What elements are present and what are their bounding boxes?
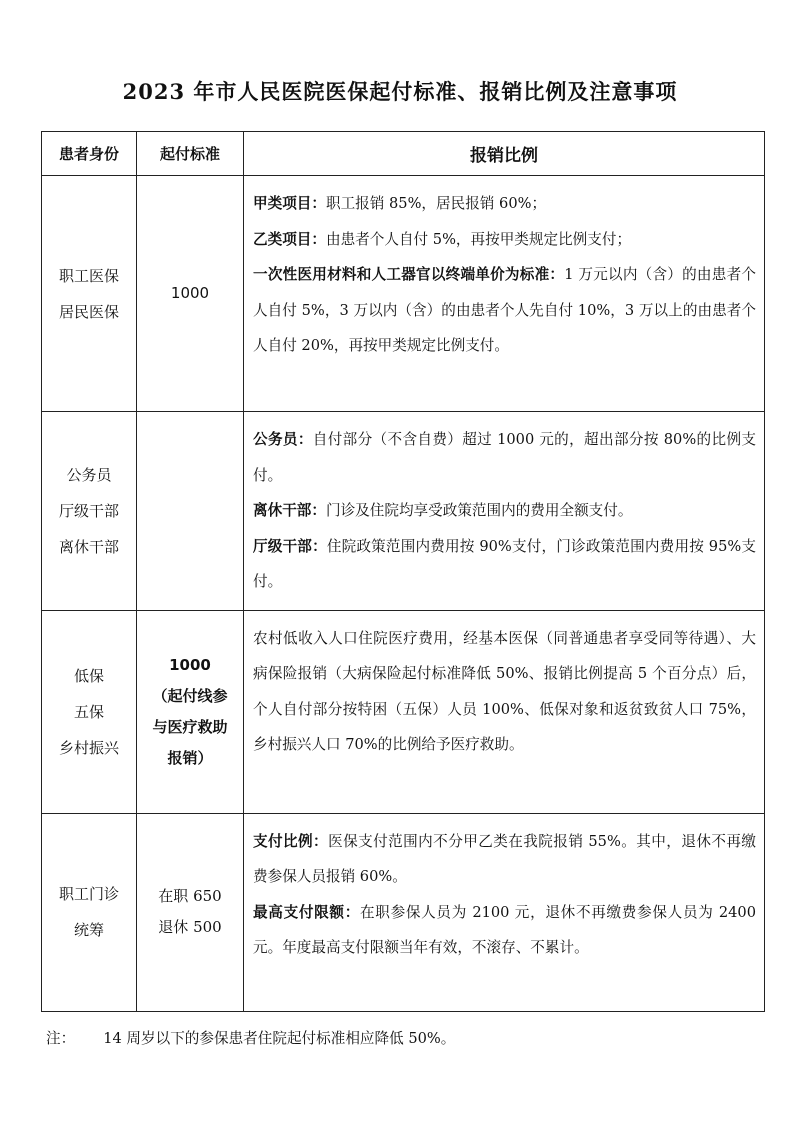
ratio-paragraph xyxy=(253,493,756,529)
ratio-paragraph xyxy=(253,222,756,258)
ratio-text: 门诊及住院均享受政策范围内的费用全额支付。 xyxy=(325,502,633,519)
threshold-line: 1000 xyxy=(169,655,211,674)
ratio-text: 1 万元以内（含）的由患者个人自付 5%，3 万以内（含）的由患者个人先自付 10%，3 万以上的由患者个人自付 20%，再按甲类规定比例支付。 xyxy=(253,266,756,354)
threshold-line: 在职 650 xyxy=(158,887,222,905)
threshold-line: 报销） xyxy=(167,748,213,767)
ratio-cell xyxy=(244,610,765,813)
identity-cell xyxy=(42,610,137,813)
ratio-paragraph xyxy=(253,186,756,222)
ratio-label: 乙类项目： xyxy=(253,230,326,248)
identity-line: 统筹 xyxy=(73,921,104,939)
table-row xyxy=(42,610,765,813)
threshold-line: 1000 xyxy=(170,284,210,302)
policy-table xyxy=(41,131,765,1012)
identity-line: 职工门诊 xyxy=(58,885,119,903)
identity-line: 五保 xyxy=(73,702,104,721)
ratio-paragraph xyxy=(253,824,756,895)
ratio-cell xyxy=(244,176,765,412)
threshold-cell xyxy=(137,610,244,813)
header-identity: 患者身份 xyxy=(42,132,137,176)
page-title: 2023 年市人民医院医保起付标准、报销比例及注意事项 xyxy=(122,79,678,104)
ratio-label: 厅级干部： xyxy=(253,537,327,555)
threshold-cell xyxy=(137,813,244,1011)
ratio-paragraph xyxy=(253,895,756,966)
threshold-line: 退休 500 xyxy=(158,918,222,936)
ratio-paragraph xyxy=(253,529,756,600)
identity-line: 低保 xyxy=(73,666,104,685)
ratio-cell xyxy=(244,412,765,611)
ratio-text: 农村低收入人口住院医疗费用，经基本医保（同普通患者享受同等待遇）、大病保险报销（大病保险起付标准降低 50%、报销比例提高 5 个百分点）后，个人自付部分按特困（五保）人员 100%、低保对象和返贫致贫人口 75%，乡村振兴人口 70%的比例给予医疗救助。 xyxy=(253,629,756,753)
threshold-cell xyxy=(137,412,244,611)
ratio-label: 支付比例： xyxy=(253,832,329,850)
footnote-text: 14 周岁以下的参保患者住院起付标准相应降低 50%。 xyxy=(103,1030,456,1047)
identity-line: 公务员 xyxy=(66,465,112,484)
identity-line: 乡村振兴 xyxy=(58,738,119,757)
footnote-label: 注： xyxy=(46,1030,76,1047)
ratio-text: 在职参保人员为 2100 元，退休不再缴费参保人员为 2400 元。年度最高支付限额当年有效，不滚存、不累计。 xyxy=(253,903,756,956)
identity-cell xyxy=(42,176,137,412)
ratio-text: 住院政策范围内费用按 90%支付，门诊政策范围内费用按 95%支付。 xyxy=(253,537,756,590)
threshold-line: （起付线参 xyxy=(152,686,228,705)
threshold-cell xyxy=(137,176,244,412)
ratio-label: 甲类项目： xyxy=(253,195,326,212)
ratio-paragraph xyxy=(253,621,756,763)
table-row xyxy=(42,176,765,412)
table-row xyxy=(42,412,765,611)
header-threshold: 起付标准 xyxy=(137,132,244,176)
footnote xyxy=(46,1027,455,1048)
identity-line: 厅级干部 xyxy=(58,501,119,520)
ratio-text: 医保支付范围内不分甲乙类在我院报销 55%。其中，退休不再缴费参保人员报销 60%。 xyxy=(253,832,756,885)
ratio-text: 自付部分（不含自费）超过 1000 元的，超出部分按 80%的比例支付。 xyxy=(253,431,756,484)
identity-line: 离休干部 xyxy=(58,537,119,556)
table-row xyxy=(42,813,765,1011)
header-ratio: 报销比例 xyxy=(244,132,765,176)
ratio-label: 离休干部： xyxy=(253,502,326,519)
identity-cell xyxy=(42,813,137,1011)
ratio-label: 公务员： xyxy=(253,431,313,448)
ratio-cell xyxy=(244,813,765,1011)
threshold-line: 与医疗救助 xyxy=(152,717,228,736)
ratio-label: 一次性医用材料和人工器官以终端单价为标准： xyxy=(253,266,565,283)
table-header-row xyxy=(42,132,765,176)
ratio-paragraph xyxy=(253,422,756,493)
identity-line: 职工医保 xyxy=(58,266,119,285)
identity-cell xyxy=(42,412,137,611)
ratio-text: 职工报销 85%，居民报销 60%； xyxy=(325,195,547,212)
ratio-paragraph xyxy=(253,257,756,364)
ratio-text: 由患者个人自付 5%，再按甲类规定比例支付； xyxy=(325,230,632,248)
identity-line: 居民医保 xyxy=(58,302,119,321)
ratio-label: 最高支付限额： xyxy=(253,903,360,921)
